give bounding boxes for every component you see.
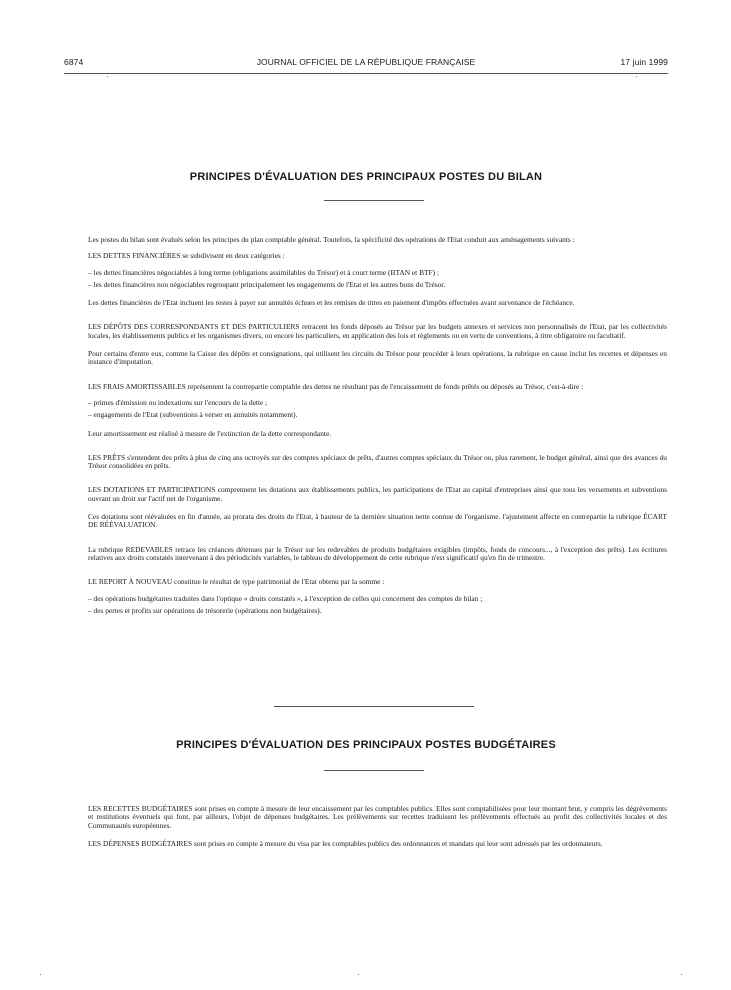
journal-title: JOURNAL OFFICIEL DE LA RÉPUBLIQUE FRANÇAISE [256,57,476,67]
section-divider [274,706,474,707]
paragraph: LES DETTES FINANCIÈRES se subdivisent en deux catégories : [88,251,285,261]
section-title-bilan: PRINCIPES D'ÉVALUATION DES PRINCIPAUX POSTES DU BILAN [189,171,543,183]
paragraph: Pour certains d'entre eux, comme la Caisse des dépôts et consignations, qui utilisent les circuits du Trésor pour procéder à leurs opérations, la rubrique en cause inclut les recettes et dépenses en instance d'imputation. [88,349,667,367]
list-item: – engagements de l'Etat (subventions à verser en annuités notamment). [88,410,298,420]
publication-date: 17 juin 1999 [620,57,668,67]
scan-speck [40,974,41,975]
list-item: – les dettes financières négociables à long terme (obligations assimilables du Trésor) et à court terme (BTAN et BTF) ; [88,267,439,277]
paragraph: LES PRÊTS s'entendent des prêts à plus de cinq ans octroyés sur des comptes spéciaux de prêts, d'autres comptes spéciaux du Trésor ou, plus rarement, le budget général, ainsi que des avances du Trésor consolidées en prêts. [88,452,667,471]
list-item: – des opérations budgétaires traduites dans l'optique « droits constatés », à l'exception de celles qui concernent des comptes de bilan ; [88,593,483,603]
paragraph: LES DÉPENSES BUDGÉTAIRES sont prises en compte à mesure du visa par les comptables publics des ordonnances et mandats qui leur sont adressés par les ordonnateurs. [88,838,603,848]
page-number: 6874 [64,57,84,67]
paragraph: Leur amortissement est réalisé à mesure de l'extinction de la dette correspondante. [88,428,332,438]
paragraph: LES DOTATIONS ET PARTICIPATIONS comprennent les dotations aux établissements publics, les participations de l'Etat au capital d'entreprises ainsi que tous les versements et subventions ouvrant un droit sur l'actif net de l'organisme. [88,485,667,503]
paragraph: Les postes du bilan sont évalués selon les principes du plan comptable général. Toutefois, la spécificité des opérations de l'Etat conduit aux aménagements suivants : [88,235,575,244]
paragraph: LES FRAIS AMORTISSABLES représentent la contrepartie comptable des dettes ne résultant pas de l'encaissement de fonds prêtés ou déposés au Trésor, c'est-à-dire : [88,381,584,391]
paragraph: Les dettes financières de l'Etat incluent les restes à payer sur annuités échues et les remises de titres en paiement d'impôts effectuées avant survenance de l'échéance. [88,298,575,308]
list-item: – les dettes financières non négociables regroupant principalement les engagements de l'Etat et les autres bons du Trésor. [88,279,446,289]
header-rule [64,73,668,74]
paragraph: La rubrique REDEVABLES retrace les créances détenues par le Trésor sur les redevables de produits budgétaires exigibles (impôts, fonds de concours..., à l'exception des prêts). Les écritures relatives aux droits constatés intervenant à des périodicités variables, le tableau de développement de cette rubrique n'est significatif qu'en fin de trimestre. [88,544,667,562]
scan-speck [681,974,682,975]
paragraph: Ces dotations sont réévaluées en fin d'année, au prorata des droits de l'Etat, à hauteur de la dernière situation nette connue de l'organisme. l'ajustement affecte en contrepartie la rubrique ÉCART DE RÉÉVALUATION. [88,512,667,530]
scan-speck [107,76,108,77]
title-underline [324,200,424,201]
title-underline [324,770,424,771]
scan-speck [636,76,637,77]
list-item: – primes d'émission ou indexations sur l'encours de la dette ; [88,397,268,407]
section-body-bilan [88,236,667,615]
section-body-budgetaires [88,805,667,848]
paragraph: LE REPORT À NOUVEAU constitue le résultat de type patrimonial de l'Etat obtenu par la somme : [88,577,385,587]
list-item: – des pertes et profits sur opérations de trésorerie (opérations non budgétaires). [88,605,322,615]
paragraph: LES DÉPÔTS DES CORRESPONDANTS ET DES PARTICULIERS retracent les fonds déposés au Trésor par les budgets annexes et services non personnalisés de l'Etat, par les collectivités locales, les établissements publics et les organismes divers, ou encore les particuliers, en application des lois et règlements ou en vertu de conventions, à titre obligatoire ou facultatif. [88,322,667,340]
section-title-budgetaires: PRINCIPES D'ÉVALUATION DES PRINCIPAUX POSTES BUDGÉTAIRES [176,739,556,751]
paragraph: LES RECETTES BUDGÉTAIRES sont prises en compte à mesure de leur encaissement par les comptables publics. Elles sont comptabilisées pour leur montant brut, y compris les dégrèvements et restitutions éventuels qui font, par ailleurs, l'objet de dépenses budgétaires. Les prélèvements sur recettes traduisent les prélèvements effectués au profit des collectivités locales et des Communautés européennes. [88,804,667,830]
scan-speck [358,974,359,975]
